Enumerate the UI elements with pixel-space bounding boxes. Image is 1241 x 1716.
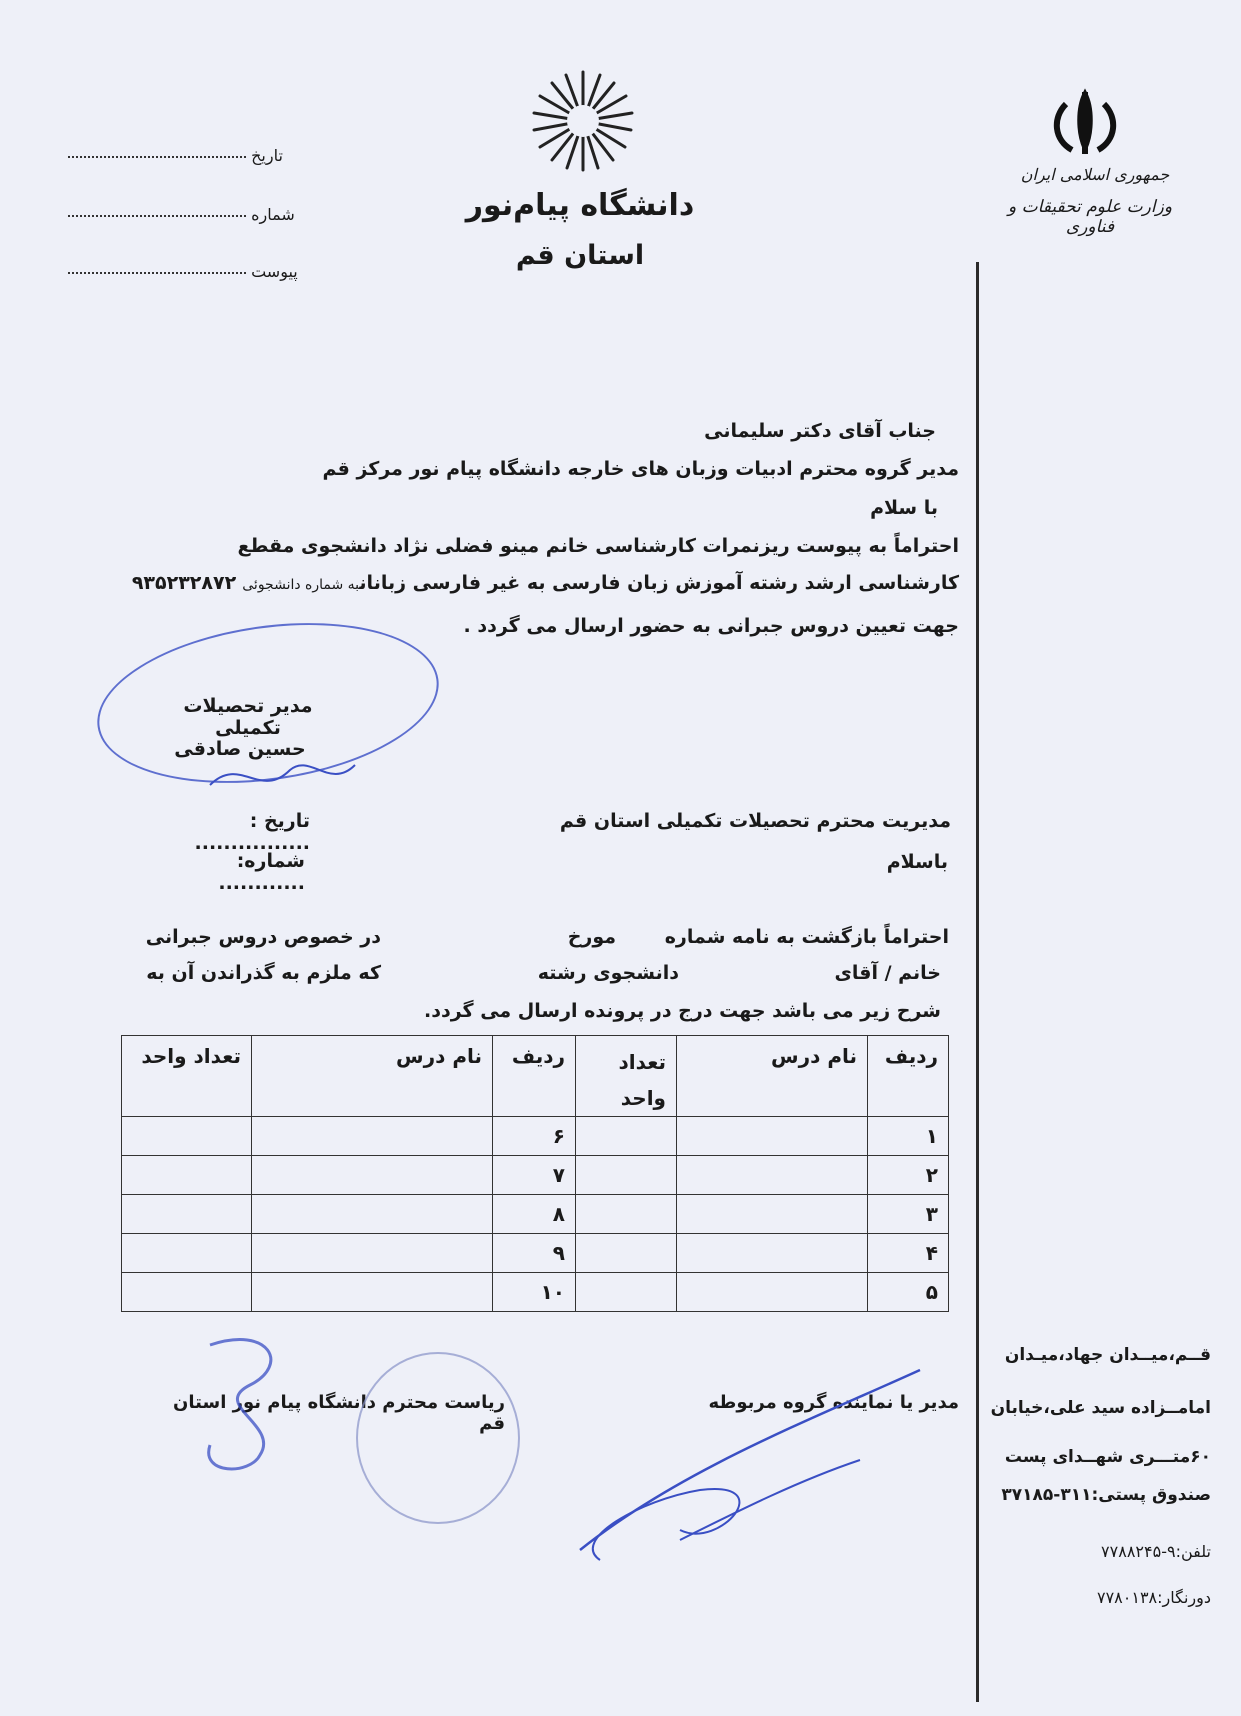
reply-line2-mid: دانشجوی رشته bbox=[537, 962, 679, 984]
table-cell bbox=[576, 1273, 677, 1312]
table-cell bbox=[252, 1156, 493, 1195]
col-header: نام درس bbox=[252, 1036, 493, 1117]
address-phone: تلفن:۹-۷۷۸۸۲۴۵ bbox=[1101, 1542, 1211, 1561]
address-line-1: قــم،میــدان جهاد،میـدان bbox=[1004, 1345, 1211, 1365]
iran-emblem-icon bbox=[1048, 88, 1122, 162]
meta-date-line: تاریخ bbox=[68, 146, 308, 165]
table-cell bbox=[677, 1195, 868, 1234]
address-fax: دورنگار:۷۷۸۰۱۳۸ bbox=[1096, 1588, 1211, 1607]
table-cell bbox=[576, 1195, 677, 1234]
meta-attachment-line: پیوست bbox=[68, 262, 308, 281]
university-stamp-icon bbox=[356, 1352, 520, 1524]
table-cell bbox=[252, 1234, 493, 1273]
table-cell bbox=[122, 1234, 252, 1273]
compensatory-courses-table bbox=[121, 1035, 949, 1312]
table-cell: ۱ bbox=[868, 1117, 949, 1156]
table-row bbox=[122, 1156, 949, 1195]
letter-greeting: با سلام bbox=[870, 497, 938, 519]
table-cell bbox=[576, 1156, 677, 1195]
payame-noor-logo-icon bbox=[530, 68, 636, 174]
reply-line2-right: خانم / آقای bbox=[834, 962, 941, 984]
table-cell: ۹ bbox=[493, 1234, 576, 1273]
table-cell bbox=[122, 1273, 252, 1312]
col-header: تعداد واحد bbox=[122, 1036, 252, 1117]
table-cell: ۲ bbox=[868, 1156, 949, 1195]
table-cell bbox=[122, 1195, 252, 1234]
table-header-row bbox=[122, 1036, 949, 1117]
table-cell bbox=[122, 1117, 252, 1156]
letter-body-line2: کارشناسی ارشد رشته آموزش زبان فارسی به غیر فارسی زبانانبه شماره دانشجوئی ۹۳۵۲۳۲۸۷۲ bbox=[131, 572, 959, 594]
reply-number: شماره: ............ bbox=[218, 850, 305, 894]
meta-number-line: شماره bbox=[68, 205, 308, 224]
reply-line2-left: که ملزم به گذراندن آن به bbox=[146, 962, 381, 984]
address-line-2: امامــزاده سید علی،خیابان bbox=[990, 1398, 1211, 1418]
col-header: ردیف bbox=[493, 1036, 576, 1117]
student-number: ۹۳۵۲۳۲۸۷۲ bbox=[131, 572, 237, 594]
table-cell bbox=[252, 1273, 493, 1312]
signature-scribble-icon bbox=[200, 745, 360, 805]
table-cell bbox=[677, 1156, 868, 1195]
table-cell: ۴ bbox=[868, 1234, 949, 1273]
university-name: دانشگاه پیام‌نور bbox=[465, 188, 695, 223]
table-row bbox=[122, 1117, 949, 1156]
reply-line1-left: در خصوص دروس جبرانی bbox=[145, 926, 381, 948]
emblem-caption-2: وزارت علوم تحقیقات و فناوری bbox=[1007, 197, 1173, 237]
table-cell bbox=[576, 1234, 677, 1273]
table-cell bbox=[677, 1117, 868, 1156]
reply-addressee: مدیریت محترم تحصیلات تکمیلی استان قم bbox=[559, 810, 951, 832]
province-name: استان قم bbox=[515, 240, 645, 271]
reply-line3: شرح زیر می باشد جهت درج در پرونده ارسال می گردد. bbox=[424, 1000, 941, 1022]
table-cell: ۸ bbox=[493, 1195, 576, 1234]
col-header: نام درس bbox=[677, 1036, 868, 1117]
letter-recipient: جناب آقای دکتر سلیمانی bbox=[704, 420, 936, 442]
table-cell bbox=[122, 1156, 252, 1195]
table-cell: ۳ bbox=[868, 1195, 949, 1234]
table-cell: ۵ bbox=[868, 1273, 949, 1312]
table-cell bbox=[677, 1234, 868, 1273]
letter-body-line3: جهت تعیین دروس جبرانی به حضور ارسال می گردد . bbox=[463, 615, 959, 637]
reply-date: تاریخ : ................ bbox=[194, 810, 310, 854]
signatory-name: حسین صادقی bbox=[174, 738, 306, 760]
signatory-title: مدیر تحصیلات تکمیلی bbox=[183, 695, 313, 739]
table-cell: ۶ bbox=[493, 1117, 576, 1156]
table-row bbox=[122, 1195, 949, 1234]
table-cell: ۱۰ bbox=[493, 1273, 576, 1312]
table-row bbox=[122, 1273, 949, 1312]
emblem-caption-1: جمهوری اسلامی ایران bbox=[1020, 165, 1170, 184]
reply-line1-mid: مورخ bbox=[567, 926, 616, 948]
col-header: تعداد واحد bbox=[576, 1036, 677, 1117]
table-cell bbox=[252, 1117, 493, 1156]
head-signature-scribble-icon bbox=[190, 1325, 310, 1485]
address-line-4: صندوق پستی:۳۱۱-۳۷۱۸۵ bbox=[1001, 1485, 1211, 1505]
letter-body-line1: احتراماً به پیوست ریزنمرات کارشناسی خانم مینو فضلی نژاد دانشجوی مقطع bbox=[237, 535, 959, 557]
margin-divider bbox=[976, 262, 979, 1702]
table-cell bbox=[677, 1273, 868, 1312]
table-cell bbox=[576, 1117, 677, 1156]
group-manager-signature-label: مدیر یا نماینده گروه مربوطه bbox=[708, 1392, 959, 1413]
col-header: ردیف bbox=[868, 1036, 949, 1117]
address-line-3: ۶۰متـــری شهــدای پست bbox=[1004, 1447, 1211, 1467]
reply-line1-right: احتراماً بازگشت به نامه شماره bbox=[664, 926, 949, 948]
letter-recipient-title: مدیر گروه محترم ادبیات وزبان های خارجه دانشگاه پیام نور مرکز قم bbox=[322, 458, 959, 480]
group-signature-scribble-icon bbox=[560, 1350, 940, 1570]
table-cell: ۷ bbox=[493, 1156, 576, 1195]
reply-greeting: باسلام bbox=[886, 851, 948, 873]
table-cell bbox=[252, 1195, 493, 1234]
table-row bbox=[122, 1234, 949, 1273]
provincial-head-signature-label: ریاست محترم دانشگاه پیام نور استان قم bbox=[173, 1392, 505, 1434]
